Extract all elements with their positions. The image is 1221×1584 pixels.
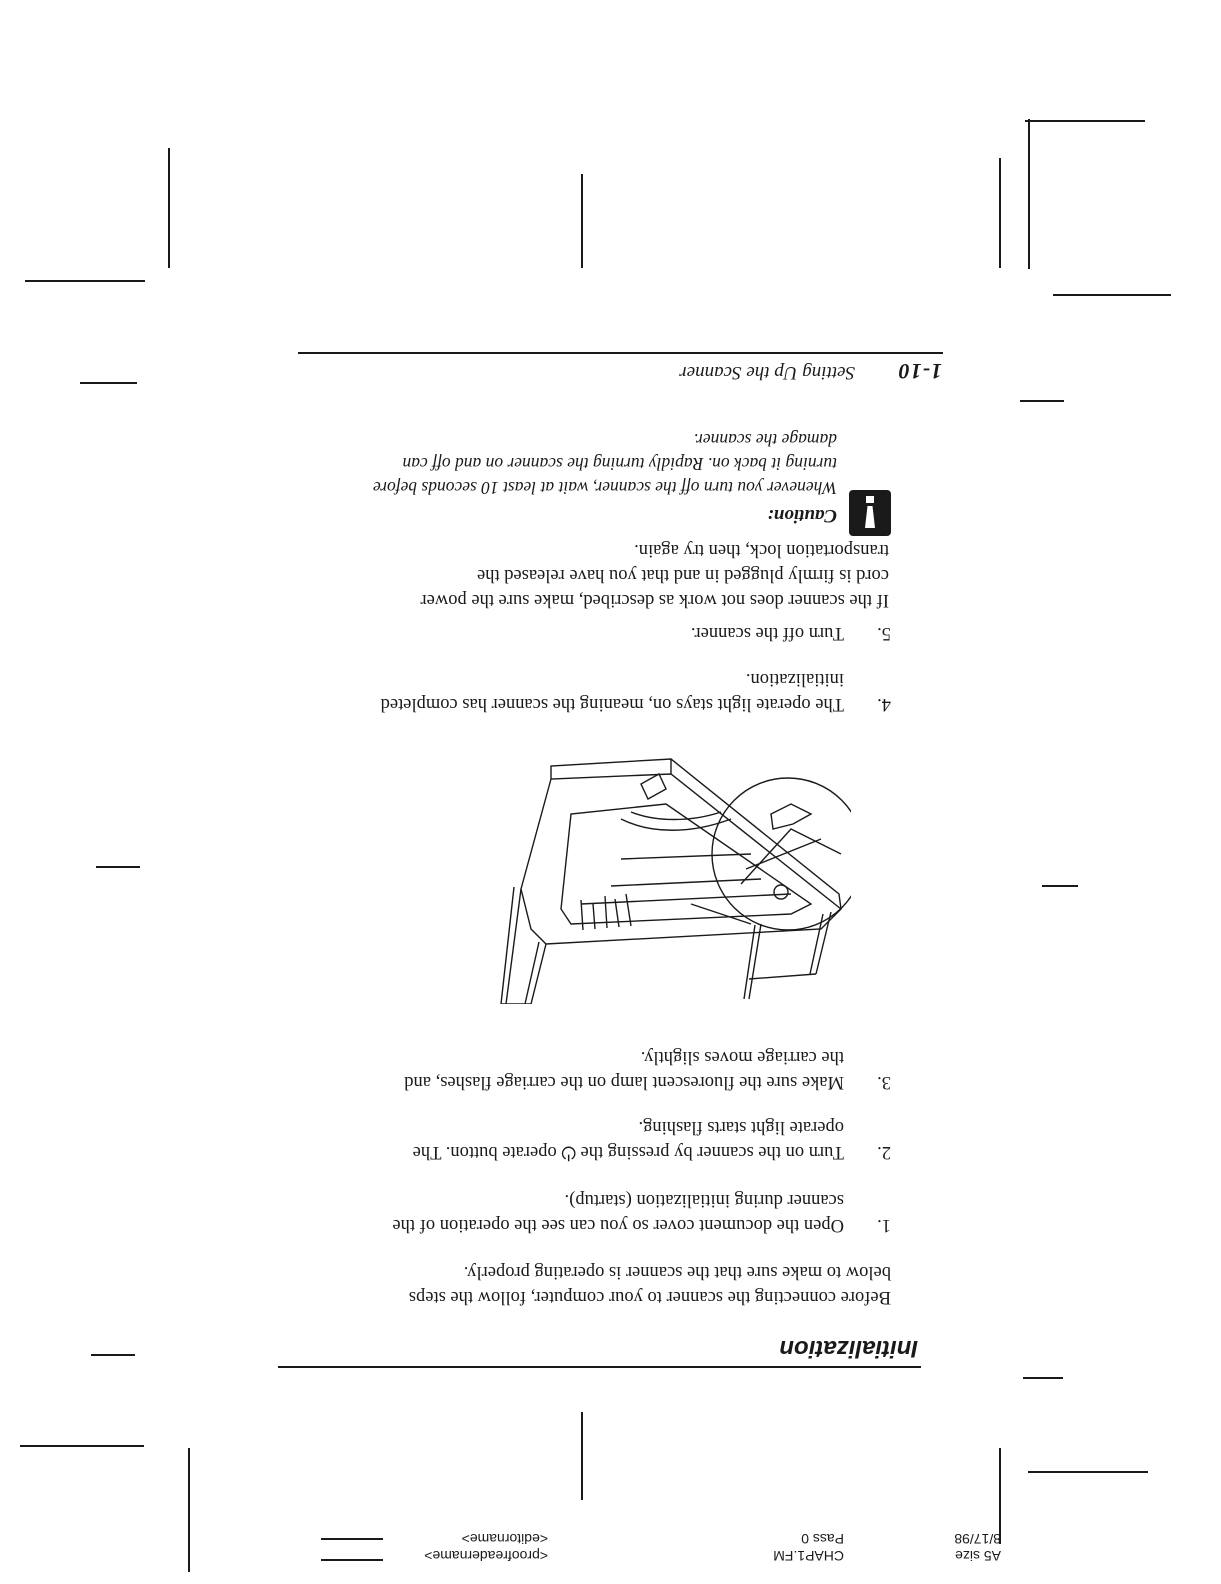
footer-signoff-line <box>321 1560 383 1562</box>
paragraph-line: transportation lock, then try again. <box>634 540 889 560</box>
paragraph-line: Before connecting the scanner to your computer, follow the steps <box>408 1287 891 1307</box>
step-5 <box>284 620 844 645</box>
paragraph-line: If the scanner does not work as described, make sure the power <box>420 590 889 610</box>
crop-mark <box>96 867 140 869</box>
step-3 <box>284 1044 844 1094</box>
crop-mark <box>1042 886 1078 888</box>
section-intro <box>281 1259 891 1309</box>
footer-file-pass <box>734 1530 844 1564</box>
crop-mark <box>582 1412 584 1500</box>
scanner-carriage <box>581 894 631 930</box>
crop-mark <box>1053 295 1171 297</box>
scanner-illustration <box>351 754 851 1004</box>
step-line: Make sure the fluorescent lamp on the carriage flashes, and <box>404 1072 844 1092</box>
header-rule <box>298 353 943 355</box>
step-line: Turn on the scanner by pressing the ⏻ operate button. The <box>412 1142 844 1162</box>
crop-mark <box>1000 158 1002 268</box>
footer-size-date <box>921 1530 1001 1564</box>
crop-mark <box>1028 1472 1148 1474</box>
header-title: Setting Up the Scanner <box>679 362 855 383</box>
step-line: the carriage moves slightly. <box>640 1047 844 1067</box>
caution-title: Caution: <box>767 505 837 526</box>
step-line: operate light starts flashing. <box>638 1117 844 1137</box>
step-number: 5. <box>877 623 891 643</box>
footer-proofreader: <proofreadername> <box>424 1548 548 1564</box>
step-number: 3. <box>877 1072 891 1092</box>
scanner-body <box>521 759 841 944</box>
crop-mark <box>20 1446 144 1448</box>
step-1 <box>274 1187 844 1237</box>
step-number: 4. <box>877 694 891 714</box>
troubleshooting-paragraph <box>289 537 889 612</box>
section-heading: Initialization <box>779 1335 918 1362</box>
footer-file: CHAP1.FM <box>773 1548 844 1564</box>
caution-line: Whenever you turn off the scanner, wait at least 10 seconds before <box>373 478 837 498</box>
footer-pass: Pass 0 <box>801 1531 844 1547</box>
crop-mark <box>91 1355 135 1357</box>
step-line: Open the document cover so you can see the operation of the <box>392 1215 844 1235</box>
crop-mark <box>169 148 171 268</box>
crop-mark <box>1025 121 1145 123</box>
crop-mark <box>1023 1378 1063 1380</box>
step-line: initialization. <box>745 669 844 689</box>
caution-line: turning it back on. Rapidly turning the scanner on and off can <box>402 454 837 474</box>
crop-mark <box>1020 401 1064 403</box>
step-line: scanner during initialization (startup). <box>564 1190 844 1210</box>
paragraph-line: cord is firmly plugged in and that you have released the <box>476 565 889 585</box>
paragraph-line: below to make sure that the scanner is operating properly. <box>463 1262 891 1282</box>
exclamation-icon <box>849 490 891 536</box>
step-number: 1. <box>877 1215 891 1235</box>
crop-mark <box>80 383 137 385</box>
detail-magnifier <box>641 774 851 930</box>
step-line: Turn off the scanner. <box>690 623 844 643</box>
section-rule <box>278 1367 921 1369</box>
crop-mark <box>1029 119 1031 269</box>
step-4 <box>284 666 844 716</box>
crop-mark <box>25 281 145 283</box>
crop-mark <box>189 1448 191 1572</box>
crop-mark <box>582 174 584 268</box>
footer-size: A5 size <box>955 1548 1001 1564</box>
header-page-number: 1-10 <box>897 359 942 384</box>
caution-line: damage the scanner. <box>693 430 837 450</box>
step-number: 2. <box>877 1142 891 1162</box>
footer-signoff-line <box>321 1539 383 1541</box>
step-line: The operate light stays on, meaning the scanner has completed <box>380 694 844 714</box>
footer-editor: <editorname> <box>461 1531 548 1547</box>
caution-text <box>277 428 837 500</box>
step-2 <box>284 1114 844 1164</box>
footer-date: 8/17/98 <box>954 1531 1001 1547</box>
scanner-stand <box>501 887 831 1004</box>
